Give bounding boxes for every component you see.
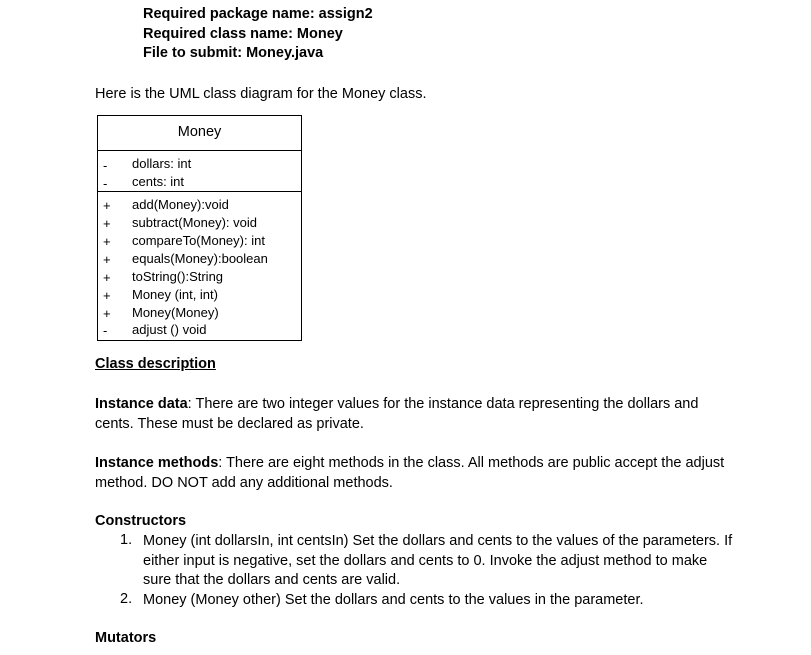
constructors-heading: Constructors: [95, 513, 187, 529]
uml-method: Money(Money): [132, 305, 219, 320]
uml-attr-visibility: -: [103, 158, 108, 173]
uml-class-diagram: [97, 115, 302, 341]
uml-method: equals(Money):boolean: [132, 251, 268, 266]
class-description-heading: [95, 356, 216, 372]
uml-method-visibility: +: [103, 234, 111, 249]
uml-class-title: Money: [177, 124, 222, 140]
uml-divider: [98, 150, 301, 151]
uml-method: adjust () void: [132, 322, 207, 337]
uml-attribute: dollars: int: [132, 156, 192, 171]
uml-method-visibility: +: [103, 288, 111, 303]
uml-method-visibility: +: [103, 252, 111, 267]
uml-divider: [98, 191, 301, 192]
instance-data-label: Instance data: [95, 396, 188, 412]
instance-methods-paragraph: [95, 454, 735, 493]
mutators-heading: Mutators: [95, 630, 157, 646]
uml-intro-text: Here is the UML class diagram for the Money class.: [95, 86, 427, 102]
uml-attr-visibility: -: [103, 176, 108, 191]
required-class-line: Required class name: Money: [143, 26, 343, 42]
uml-method-visibility: +: [103, 306, 111, 321]
uml-method: add(Money):void: [132, 197, 229, 212]
uml-method: compareTo(Money): int: [132, 233, 265, 248]
class-description-heading-text: Class description: [95, 356, 216, 372]
list-item-number: 2.: [120, 591, 133, 607]
constructor-description: Money (Money other) Set the dollars and cents to the values in the parameter.: [143, 592, 644, 608]
uml-attribute: cents: int: [132, 174, 185, 189]
uml-method-visibility: +: [103, 198, 111, 213]
uml-method: Money (int, int): [132, 287, 218, 302]
instance-data-text: : There are two integer values for the instance data representing the dollars and cents. These must be declared as private.: [95, 396, 699, 432]
required-package-line: Required package name: assign2: [143, 6, 373, 22]
uml-method: toString():String: [132, 269, 224, 284]
constructor-description: Money (int dollarsIn, int centsIn) Set the dollars and cents to the values of the parameters. If either input is negative, set the dollars and cents to 0. Invoke the adjust method to make sure that the dollars and cents are valid.: [143, 533, 733, 588]
instance-methods-label: Instance methods: [95, 455, 219, 471]
uml-method-visibility: +: [103, 270, 111, 285]
uml-method-visibility: +: [103, 216, 111, 231]
instance-data-paragraph: [95, 395, 735, 434]
instance-methods-text: : There are eight methods in the class. All methods are public accept the adjust method. DO NOT add any additional methods.: [95, 455, 725, 491]
uml-method: subtract(Money): void: [132, 215, 257, 230]
uml-method-visibility: -: [103, 323, 108, 338]
file-to-submit-line: File to submit: Money.java: [143, 45, 324, 61]
list-item-number: 1.: [120, 532, 133, 548]
